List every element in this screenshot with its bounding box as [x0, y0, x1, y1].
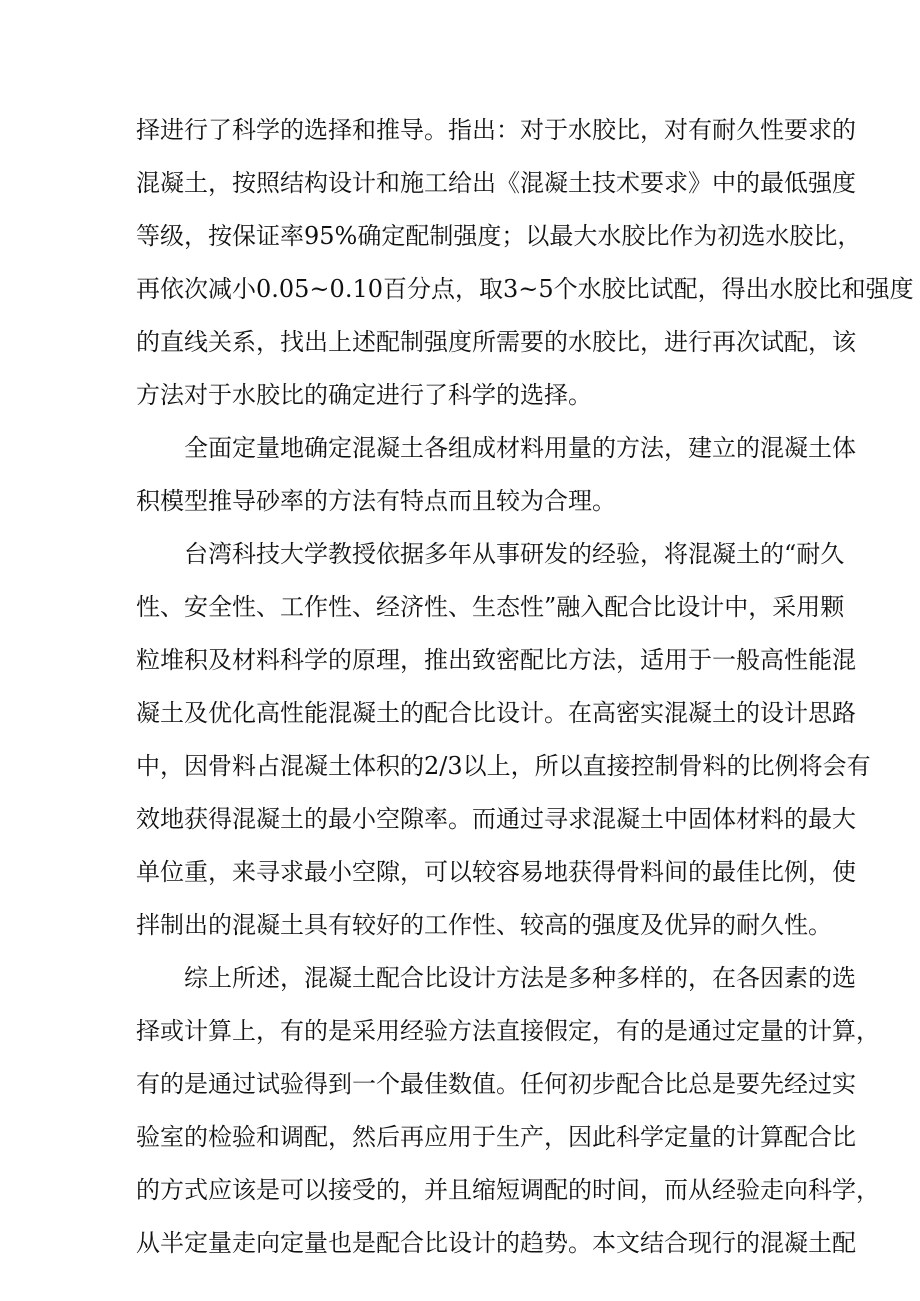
text-line: 台湾科技大学教授依据多年从事研发的经验，将混凝土的“耐久 [184, 540, 845, 568]
text-line: 的直线关系，找出上述配制强度所需要的水胶比，进行再次试配，该 [136, 328, 856, 356]
text-line: 有的是通过试验得到一个最佳数值。任何初步配合比总是要先经过实 [136, 1070, 856, 1098]
text-line: 验室的检验和调配，然后再应用于生产，因此科学定量的计算配合比 [136, 1123, 856, 1151]
text-line: 性、安全性、工作性、经济性、生态性”融入配合比设计中，采用颗 [136, 593, 845, 621]
text-line: 再依次减小0.05~0.10百分点，取3~5个水胶比试配，得出水胶比和强度 [136, 275, 914, 303]
text-line: 的方式应该是可以接受的，并且缩短调配的时间，而从经验走向科学， [136, 1176, 880, 1204]
text-line: 从半定量走向定量也是配合比设计的趋势。本文结合现行的混凝土配 [136, 1229, 856, 1257]
text-line: 积模型推导砂率的方法有特点而且较为合理。 [136, 487, 616, 515]
text-line: 单位重，来寻求最小空隙，可以较容易地获得骨料间的最佳比例，使 [136, 858, 856, 886]
text-line: 混凝土，按照结构设计和施工给出《混凝土技术要求》中的最低强度 [136, 169, 856, 197]
text-line: 择或计算上，有的是采用经验方法直接假定，有的是通过定量的计算， [136, 1017, 880, 1045]
text-line: 等级，按保证率95%确定配制强度；以最大水胶比作为初选水胶比， [136, 222, 862, 250]
text-line: 拌制出的混凝土具有较好的工作性、较高的强度及优异的耐久性。 [136, 911, 832, 939]
text-line: 效地获得混凝土的最小空隙率。而通过寻求混凝土中固体材料的最大 [136, 805, 856, 833]
text-line: 粒堆积及材料科学的原理，推出致密配比方法，适用于一般高性能混 [136, 646, 856, 674]
text-line: 综上所述，混凝土配合比设计方法是多种多样的，在各因素的选 [184, 964, 856, 992]
text-line: 全面定量地确定混凝土各组成材料用量的方法，建立的混凝土体 [184, 434, 856, 462]
text-line: 择进行了科学的选择和推导。指出：对于水胶比，对有耐久性要求的 [136, 116, 856, 144]
text-line: 凝土及优化高性能混凝土的配合比设计。在高密实混凝土的设计思路 [136, 699, 856, 727]
text-line: 中，因骨料占混凝土体积的2/3以上，所以直接控制骨料的比例将会有 [136, 752, 871, 780]
text-line: 方法对于水胶比的确定进行了科学的选择。 [136, 381, 592, 409]
